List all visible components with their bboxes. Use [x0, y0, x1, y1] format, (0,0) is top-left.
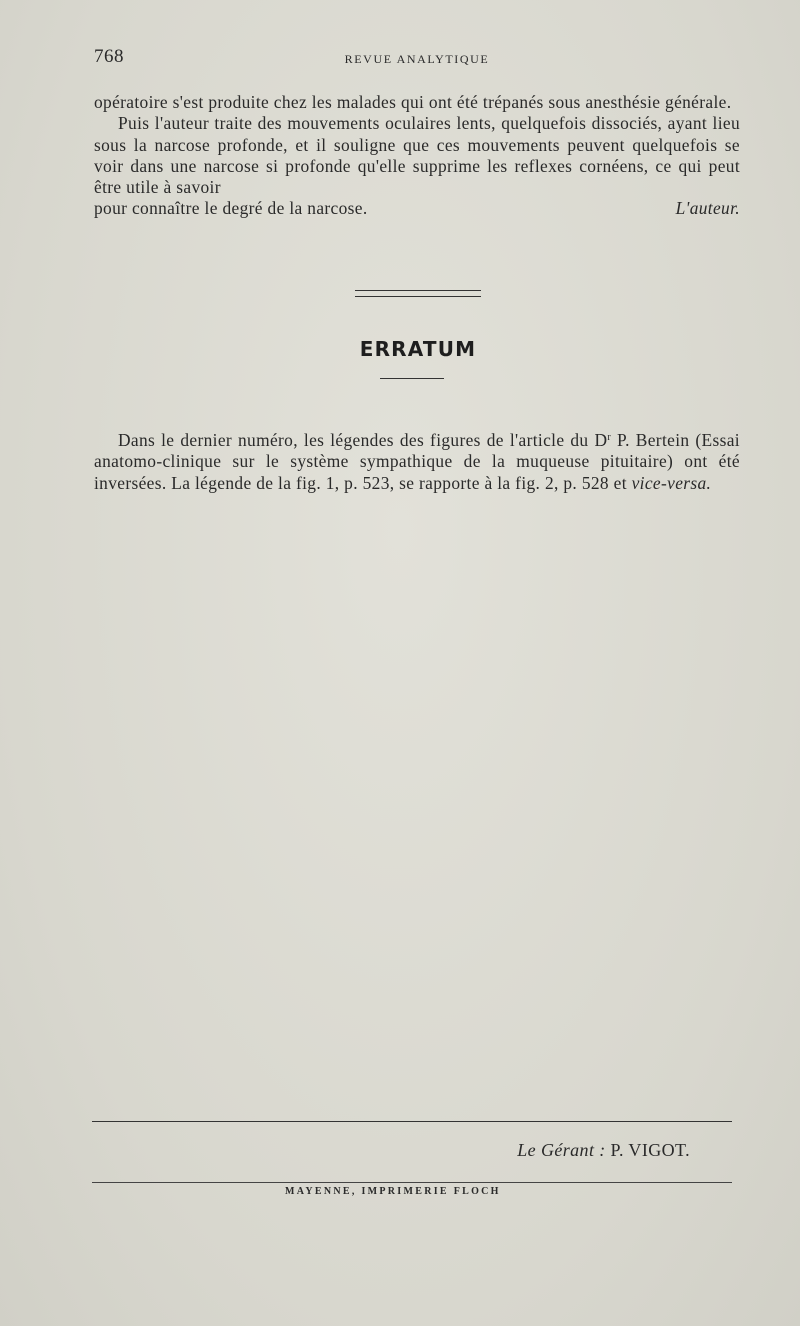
erratum-title: ERRATUM: [359, 337, 477, 361]
erratum-text-b: P. Bertein (Essai anatomo-clinique sur le système sympathique de la muqueuse pituitaire) ont été inversées. La légende de la fig. 1, p. 523, se rapporte à la fig. 2, p. 528 et: [94, 430, 740, 493]
gerant-line: [517, 1140, 690, 1161]
gerant-label: Le Gérant :: [517, 1140, 606, 1160]
page-header: [94, 46, 740, 70]
printer-imprint: MAYENNE, IMPRIMERIE FLOCH: [285, 1186, 501, 1197]
intro-paragraph-2: Puis l'auteur traite des mouvements oculaires lents, quelquefois dissociés, ayant lieu sous la narcose profonde, et il souligne que ces mouvements peuvent quelquefois se voir dans une narcose si profonde qu'elle supprime les reflexes cornéens, ce qui peut être utile à savoir: [94, 113, 740, 198]
erratum-text: [94, 427, 740, 494]
erratum-vice-versa: vice-versa.: [631, 472, 712, 493]
erratum-text-a: Dans le dernier numéro, les légendes des figures de l'article du D: [118, 430, 608, 450]
intro-paragraph-2-end: pour connaître le degré de la narcose.: [94, 198, 368, 219]
page-number: 768: [94, 46, 124, 67]
footer-rule-top: [92, 1121, 732, 1122]
running-head: REVUE ANALYTIQUE: [344, 52, 490, 66]
intro-paragraph-1: opératoire s'est produite chez les malades qui ont été trépanés sous anesthésie générale.: [94, 92, 732, 112]
section-double-rule: [355, 290, 481, 297]
erratum-superscript: r: [607, 432, 612, 443]
erratum-paragraph: [94, 427, 740, 494]
title-underline: [380, 378, 444, 379]
footer-rule-bottom: [92, 1182, 732, 1183]
intro-text: [94, 92, 740, 220]
intro-last-line: [94, 198, 740, 219]
gerant-name: P. VIGOT.: [610, 1140, 690, 1160]
author-signature: L'auteur.: [675, 198, 740, 219]
